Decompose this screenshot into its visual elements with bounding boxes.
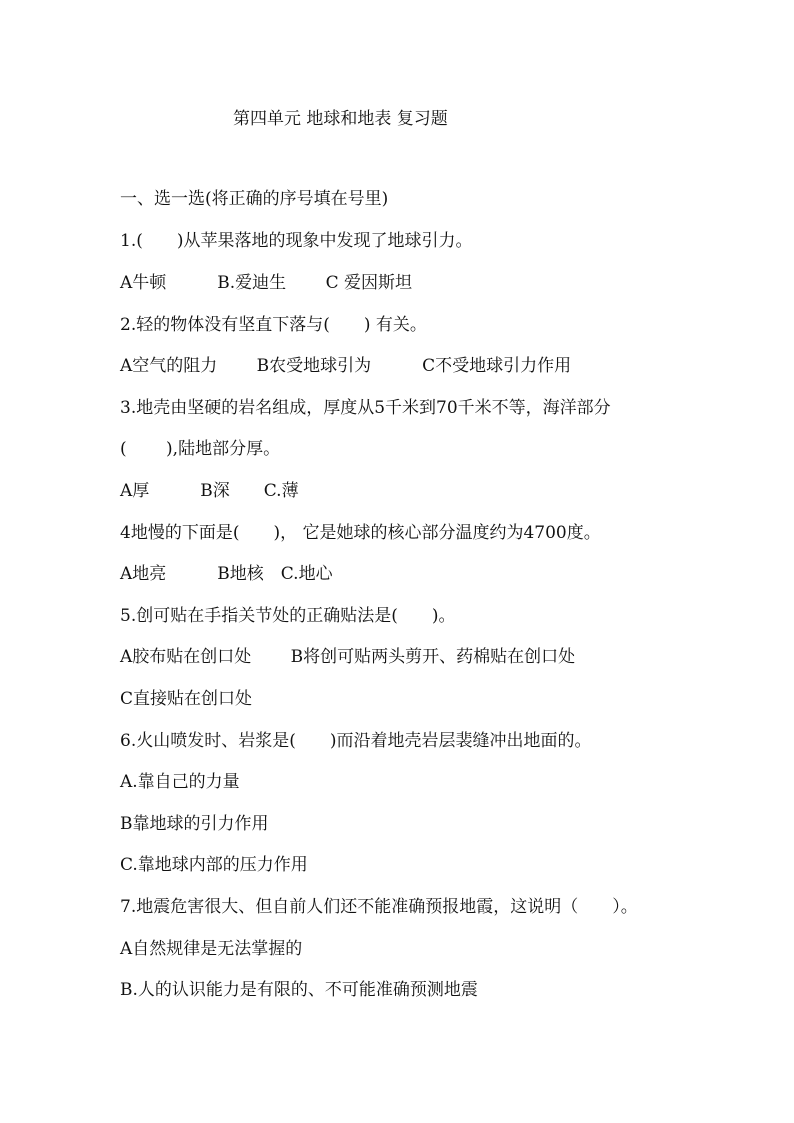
question-1-options: A牛顿 B.爱迪生 C 爱因斯坦 <box>120 273 412 293</box>
question-5: 5.创可贴在手指关节处的正确贴法是( )。 <box>120 606 456 626</box>
question-3-options: A厚 B深 C.薄 <box>120 481 299 501</box>
section-heading-multiple-choice: 一、选一选(将正确的序号填在号里) <box>120 189 389 209</box>
question-7-option-b: B.人的认识能力是有限的、不可能准确预测地震 <box>120 980 478 1000</box>
question-4: 4地慢的下面是( )， 它是她球的核心部分温度约为4700度。 <box>120 523 601 543</box>
question-2-options: A空气的阻力 B农受地球引为 C不受地球引力作用 <box>120 356 572 376</box>
question-5-options-ab: A胶布贴在创口处 B将创可贴两头剪开、药棉贴在创口处 <box>120 647 576 667</box>
question-3: 3.地壳由坚硬的岩名组成，厚度从5千米到70千米不等，海洋部分 <box>120 398 611 418</box>
question-6-option-a: A.靠自己的力量 <box>120 772 240 792</box>
question-6: 6.火山喷发时、岩浆是( )而沿着地壳岩层裴缝冲出地面的。 <box>120 731 592 751</box>
question-2: 2.轻的物体没有坚直下落与( ) 有关。 <box>120 315 427 335</box>
question-7-option-a: A自然规律是无法掌握的 <box>120 939 303 959</box>
question-5-option-c: C直接贴在创口处 <box>120 689 253 709</box>
document-title: 第四单元 地球和地表 复习题 <box>233 109 448 129</box>
question-4-options: A地亮 B地核 C.地心 <box>120 564 333 584</box>
question-6-option-b: B靠地球的引力作用 <box>120 814 269 834</box>
question-7: 7.地震危害很大、但自前人们还不能准确预报地霞，这说明（ ）。 <box>120 897 638 917</box>
question-1: 1.( )从苹果落地的现象中发现了地球引力。 <box>120 231 473 251</box>
question-3-continued: ( ),陆地部分厚。 <box>120 439 281 459</box>
question-6-option-c: C.靠地球内部的压力作用 <box>120 855 308 875</box>
